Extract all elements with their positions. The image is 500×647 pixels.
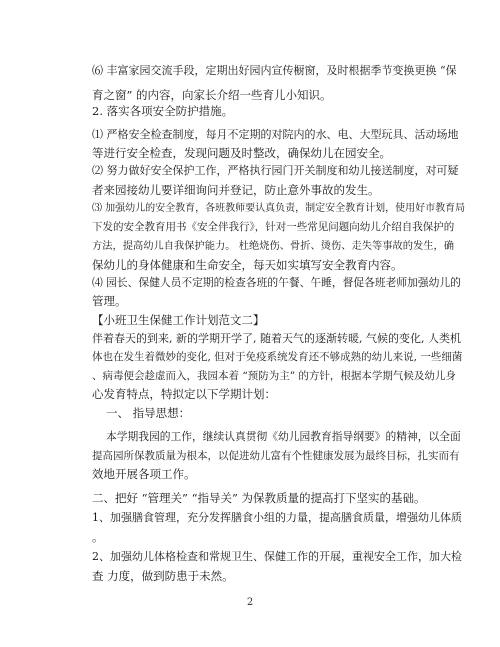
text-line: ⑷ 园长、保健人员不定期的检查各班的午餐、午睡，督促各班老师加强幼儿的 <box>92 276 461 289</box>
text-line: ⑹ 丰富家园交流手段，定期出好园内宣传橱窗，及时根据季节变换更换 “保 <box>92 64 457 77</box>
text-line: 体也在发生着微妙的变化, 但对于免疫系统发育还不够成熟的幼儿来说, 一些细菌 <box>92 351 463 363</box>
page-number: 2 <box>246 597 254 608</box>
section-heading: 2. 落实各项安全防护措施。 <box>92 104 234 118</box>
text-line: 者来园接幼儿要详细询问并登记，防止意外事故的发生。 <box>92 183 380 197</box>
text-line: 2、加强幼儿体格检查和常规卫生、保健工作的开展，重视安全工作，加大检 <box>92 550 462 563</box>
text-line: 1、加强膳食管理，充分发挥膳食小组的力量，提高膳食质量，增强幼儿体质 <box>92 511 462 524</box>
text-line: 查 力度，做到防患于未然。 <box>92 569 234 583</box>
text-line: 保幼儿的身体健康和生命安全，每天如实填写安全教育内容。 <box>92 258 403 272</box>
text-line: 本学期我园的工作，继续认真贯彻《幼儿园教育指导纲要》的精神，以全面 <box>106 430 461 443</box>
text-line: 等进行安全检查，发现问题及时整改，确保幼儿在园安全。 <box>92 146 391 160</box>
section-heading: 一、 指导思想： <box>106 406 191 420</box>
text-line: 育之窗” 的内容，向家长介绍一些育儿小知识。 <box>92 88 332 102</box>
text-line: ⑴ 严格安全检查制度，每月不定期的对院内的水、电、大型玩具、活动场地 <box>92 128 459 141</box>
text-line: 方法，提高幼儿自我保护能力。 杜绝烧伤、骨折、烫伤、走失等事故的发生，确 <box>92 240 455 252</box>
text-line: 伴着春天的到来, 新的学期开学了, 随着天气的逐渐转暖, 气候的变化, 人类机 <box>92 332 461 345</box>
text-line: 下发的安全教育用书《安全伴我行》，针对一些常见问题向幼儿介绍自我保护的 <box>92 221 455 233</box>
text-line: 管理。 <box>92 294 127 308</box>
text-line: 提高园所保教质量为根本，以促进幼儿富有个性健康发展为最终目标，扎实而有 <box>92 450 460 462</box>
text-line: 效地开展各项工作。 <box>92 467 196 481</box>
text-line: ⑶ 加强幼儿的安全教育，各班教师要认真负责，制定安全教育计划，使用好市教育局 <box>92 203 466 214</box>
section-heading: 二、把好 “管理关” “指导关” 为保教质量的提高打下坚实的基础。 <box>92 491 426 505</box>
text-line: 心发育特点，特拟定以下学期计划： <box>92 387 276 401</box>
text-line: 、病毒便会趁虚而入，我园本着 “预防为主” 的方针，根据本学期气候及幼儿身 <box>92 370 456 382</box>
text-line: 。 <box>92 530 104 544</box>
section-title: 【小班卫生保健工作计划范文二】 <box>92 313 265 327</box>
text-line: ⑵ 努力做好安全保护工作，严格执行园门开关制度和幼儿接送制度，对可疑 <box>92 164 459 177</box>
